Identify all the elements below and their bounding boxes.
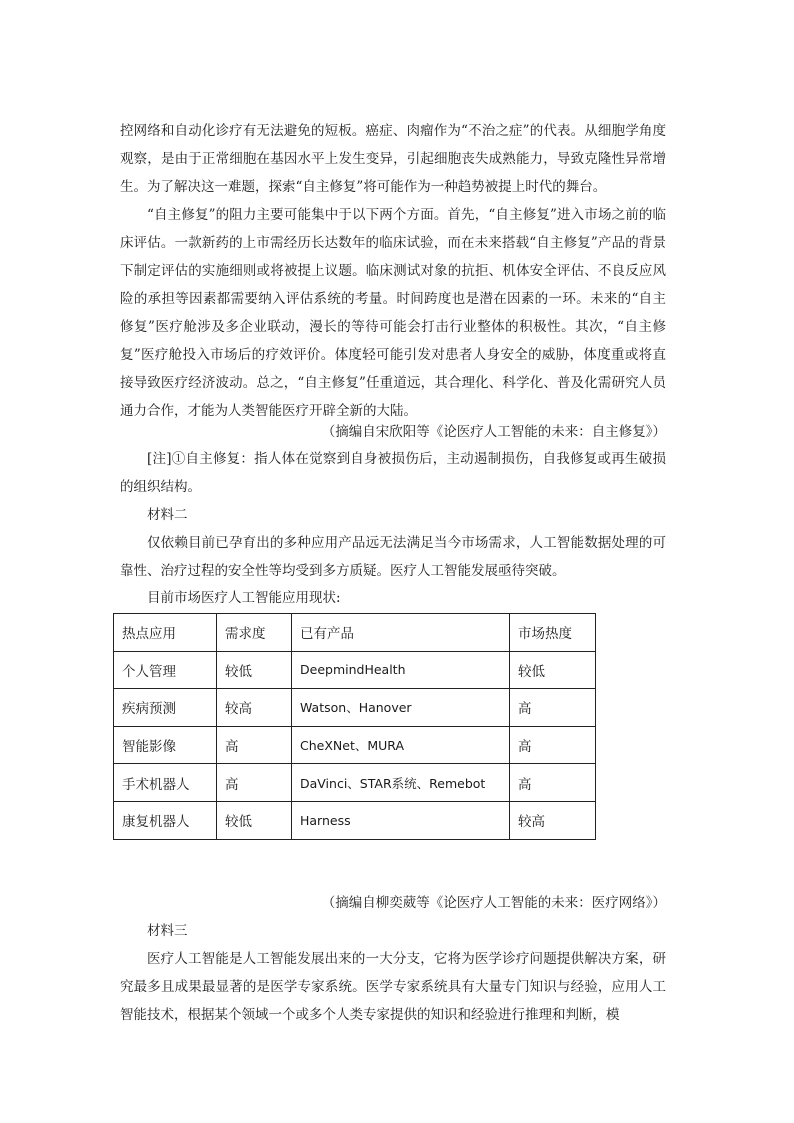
table-cell: 较低: [217, 651, 292, 689]
table-cell: 较高: [510, 801, 596, 839]
material1-paragraph-1: 控网络和自动化诊疗有无法避免的短板。癌症、肉瘤作为“不治之症”的代表。从细胞学角度观察，是由于正常细胞在基因水平上发生变异，引起细胞丧失成熟能力，导致克隆性异常增生。为了解决这一难题，探索“自主修复”将可能作为一种趋势被提上时代的舞台。: [120, 123, 666, 195]
table-row: [114, 651, 596, 689]
table-cell: Watson、Hanover: [292, 689, 510, 727]
table-cell: 高: [217, 726, 292, 764]
table-cell: CheXNet、MURA: [292, 726, 510, 764]
material1-source: （摘编自宋欣阳等《论医疗人工智能的未来：自主修复》）: [321, 424, 666, 440]
table-header-cell: 需求度: [217, 614, 292, 652]
table-header-cell: 已有产品: [292, 614, 510, 652]
table-cell: 较高: [217, 689, 292, 727]
table-header-row: [114, 614, 596, 652]
table-cell: DaVinci、STAR系统、Remebot: [292, 764, 510, 802]
table-header-cell: 市场热度: [510, 614, 596, 652]
table-cell: 个人管理: [114, 651, 217, 689]
material1-note: [注]①自主修复：指人体在觉察到自身被损伤后，主动遏制损伤，自我修复或再生破损的组织结构。: [120, 451, 666, 495]
table-header-cell: 热点应用: [114, 614, 217, 652]
table-row: [114, 764, 596, 802]
table-cell: 高: [510, 689, 596, 727]
table-cell: 康复机器人: [114, 801, 217, 839]
table-cell: 手术机器人: [114, 764, 217, 802]
material3-label: 材料三: [147, 923, 188, 939]
table-row: [114, 801, 596, 839]
table-cell: 疾病预测: [114, 689, 217, 727]
material2-label: 材料二: [147, 507, 188, 523]
table-cell: 智能影像: [114, 726, 217, 764]
material2-paragraph: 仅依赖目前已孕育出的多种应用产品远无法满足当今市场需求，人工智能数据处理的可靠性、治疗过程的安全性等均受到多方质疑。医疗人工智能发展亟待突破。: [120, 535, 666, 579]
table-cell: 高: [510, 726, 596, 764]
table-cell: DeepmindHealth: [292, 651, 510, 689]
table-caption: 目前市场医疗人工智能应用现状:: [147, 590, 341, 606]
table-cell: 较低: [217, 801, 292, 839]
table-cell: 高: [510, 764, 596, 802]
material1-paragraph-2: “自主修复”的阻力主要可能集中于以下两个方面。首先，“自主修复”进入市场之前的临床评估。一款新药的上市需经历长达数年的临床试验，而在未来搭载“自主修复”产品的背景下制定评估的实施细则或将被提上议题。临床测试对象的抗拒、机体安全评估、不良反应风险的承担等因素都需要纳入评估系统的考量。时间跨度也是潜在因素的一环。未来的“自主修复”医疗舱涉及多企业联动，漫长的等待可能会打击行业整体的积极性。其次，“自主修复”医疗舱投入市场后的疗效评价。体度轻可能引发对患者人身安全的威胁，体度重或将直接导致医疗经济波动。总之，“自主修复”任重道远，其合理化、科学化、普及化需研究人员通力合作，才能为人类智能医疗开辟全新的大陆。: [120, 207, 666, 419]
material2-source: （摘编自柳奕葳等《论医疗人工智能的未来：医疗网络》）: [321, 895, 666, 911]
table-cell: 高: [217, 764, 292, 802]
table-cell: 较低: [510, 651, 596, 689]
table-cell: Harness: [292, 801, 510, 839]
table-row: [114, 726, 596, 764]
ai-application-table: [113, 613, 596, 840]
material3-paragraph: 医疗人工智能是人工智能发展出来的一大分支，它将为医学诊疗问题提供解决方案，研究最多且成果最显著的是医学专家系统。医学专家系统具有大量专门知识与经验，应用人工智能技术，根据某个领域一个或多个人类专家提供的知识和经验进行推理和判断，模: [120, 951, 666, 1023]
table-row: [114, 689, 596, 727]
